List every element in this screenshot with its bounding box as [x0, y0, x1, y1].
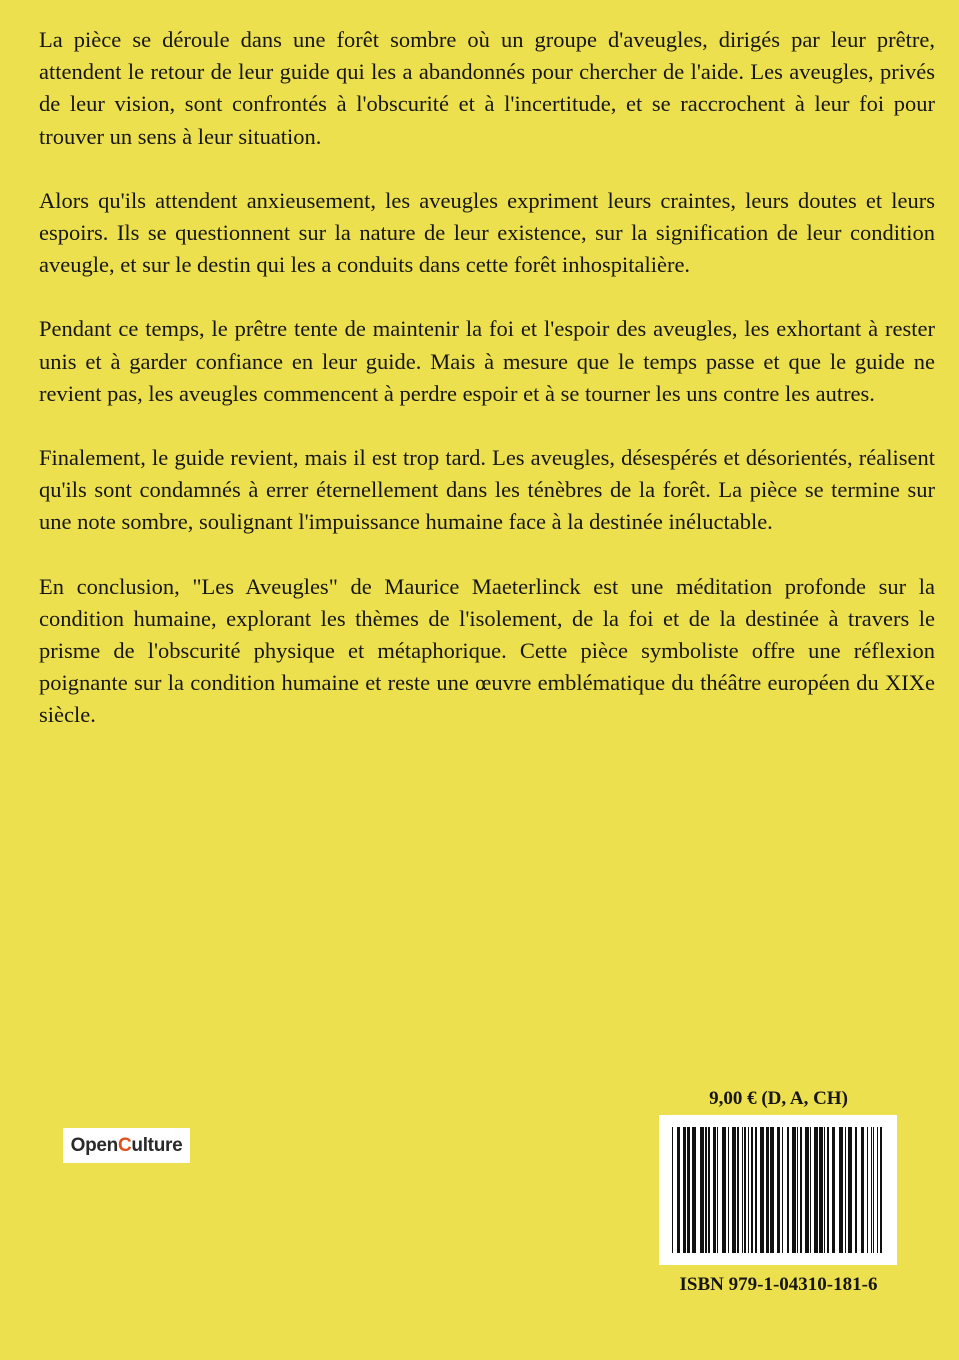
- barcode-bar: [755, 1127, 757, 1253]
- barcode-bar: [732, 1127, 736, 1253]
- barcode-bar: [855, 1127, 857, 1253]
- barcode-bar: [717, 1127, 718, 1253]
- paragraph-2: Alors qu'ils attendent anxieusement, les aveugles expriment leurs craintes, leurs doutes et leurs espoirs. Ils se questionnent sur la nature de leur existence, sur la signification de leur condition aveugle, et sur le destin qui les a conduits dans cette forêt inhospitalière.: [39, 187, 935, 278]
- barcode-bar: [810, 1127, 811, 1253]
- barcode-bar: [742, 1127, 743, 1253]
- barcode-bar: [814, 1127, 818, 1253]
- paragraph-4: Finalement, le guide revient, mais il est trop tard. Les aveugles, désespérés et désorientés, réalisent qu'ils sont condamnés à errer éternellement dans les ténèbres de la forêt. La pièce se termine sur une note sombre, soulignant l'impuissance humaine face à la destinée inéluctable.: [39, 445, 935, 535]
- barcode-bar: [700, 1127, 704, 1253]
- barcode-bar: [760, 1127, 764, 1253]
- barcode-bar: [722, 1127, 726, 1253]
- price-label: 9,00 € (D, A, CH): [709, 1088, 848, 1109]
- barcode-bar: [824, 1127, 825, 1253]
- barcode-bar: [880, 1127, 882, 1253]
- barcode-bar: [687, 1127, 690, 1253]
- barcode-bar: [848, 1127, 852, 1253]
- barcode-bar: [805, 1127, 809, 1253]
- barcode-bar: [744, 1127, 746, 1253]
- barcode-bar: [792, 1127, 796, 1253]
- barcode-bar: [692, 1127, 696, 1253]
- barcode-bar: [770, 1127, 774, 1253]
- barcode-bar: [766, 1127, 769, 1253]
- barcode-bar: [708, 1127, 710, 1253]
- barcode-bar: [867, 1127, 868, 1253]
- paragraph-1: La pièce se déroule dans une forêt sombre où un groupe d'aveugles, dirigés par leur prêtre, attendent le retour de leur guide qui les a abandonnés pour chercher de l'aide. Les aveugles, privés de leur vision, sont confrontés à l'obscurité et à l'incertitude, et se raccrochent à leur foi pour trouver un sens à leur situation.: [39, 27, 935, 149]
- barcode-bar: [800, 1127, 802, 1253]
- barcode-bar: [845, 1127, 846, 1253]
- back-cover-text: [39, 24, 935, 764]
- barcode-bar: [832, 1127, 835, 1253]
- barcode-bar: [683, 1127, 686, 1253]
- barcode-graphic: [672, 1127, 884, 1253]
- paragraph-5: En conclusion, "Les Aveugles" de Maurice Maeterlinck est une méditation profonde sur la condition humaine, explorant les thèmes de l'isolement, de la foi et de la destinée à travers le prisme de l'obscurité physique et métaphorique. Cette pièce symboliste offre une réflexion poignante sur la condition humaine et reste une œuvre emblématique du théâtre européen du XIXe siècle.: [39, 573, 935, 728]
- barcode-bar: [873, 1127, 874, 1253]
- barcode-bar: [797, 1127, 798, 1253]
- barcode-bar: [827, 1127, 829, 1253]
- barcode-bar: [871, 1127, 872, 1253]
- barcode-bar: [819, 1127, 823, 1253]
- isbn-label: ISBN 979-1-04310-181-6: [679, 1274, 878, 1295]
- barcode-bar: [861, 1127, 864, 1253]
- publisher-logo: [63, 1128, 190, 1163]
- barcode-bar: [672, 1127, 673, 1253]
- barcode: [659, 1115, 897, 1265]
- logo-text-ulture: ulture: [131, 1134, 183, 1156]
- barcode-bar: [705, 1127, 707, 1253]
- barcode-bar: [777, 1127, 780, 1253]
- logo-accent-letter: C: [117, 1134, 132, 1156]
- barcode-bar: [877, 1127, 878, 1253]
- barcode-bar: [751, 1127, 753, 1253]
- barcode-bar: [737, 1127, 739, 1253]
- barcode-bar: [839, 1127, 843, 1253]
- barcode-bar: [713, 1127, 716, 1253]
- logo-text-open: Open: [70, 1134, 118, 1156]
- barcode-bar: [748, 1127, 749, 1253]
- barcode-bar: [677, 1127, 680, 1253]
- barcode-bar: [728, 1127, 729, 1253]
- paragraph-3: Pendant ce temps, le prêtre tente de maintenir la foi et l'espoir des aveugles, les exhortant à rester unis et à garder confiance en leur guide. Mais à mesure que le temps passe et que le guide ne revient pas, les aveugles commencent à perdre espoir et à se tourner les uns contre les autres.: [39, 316, 935, 406]
- barcode-bar: [782, 1127, 783, 1253]
- barcode-bar: [787, 1127, 789, 1253]
